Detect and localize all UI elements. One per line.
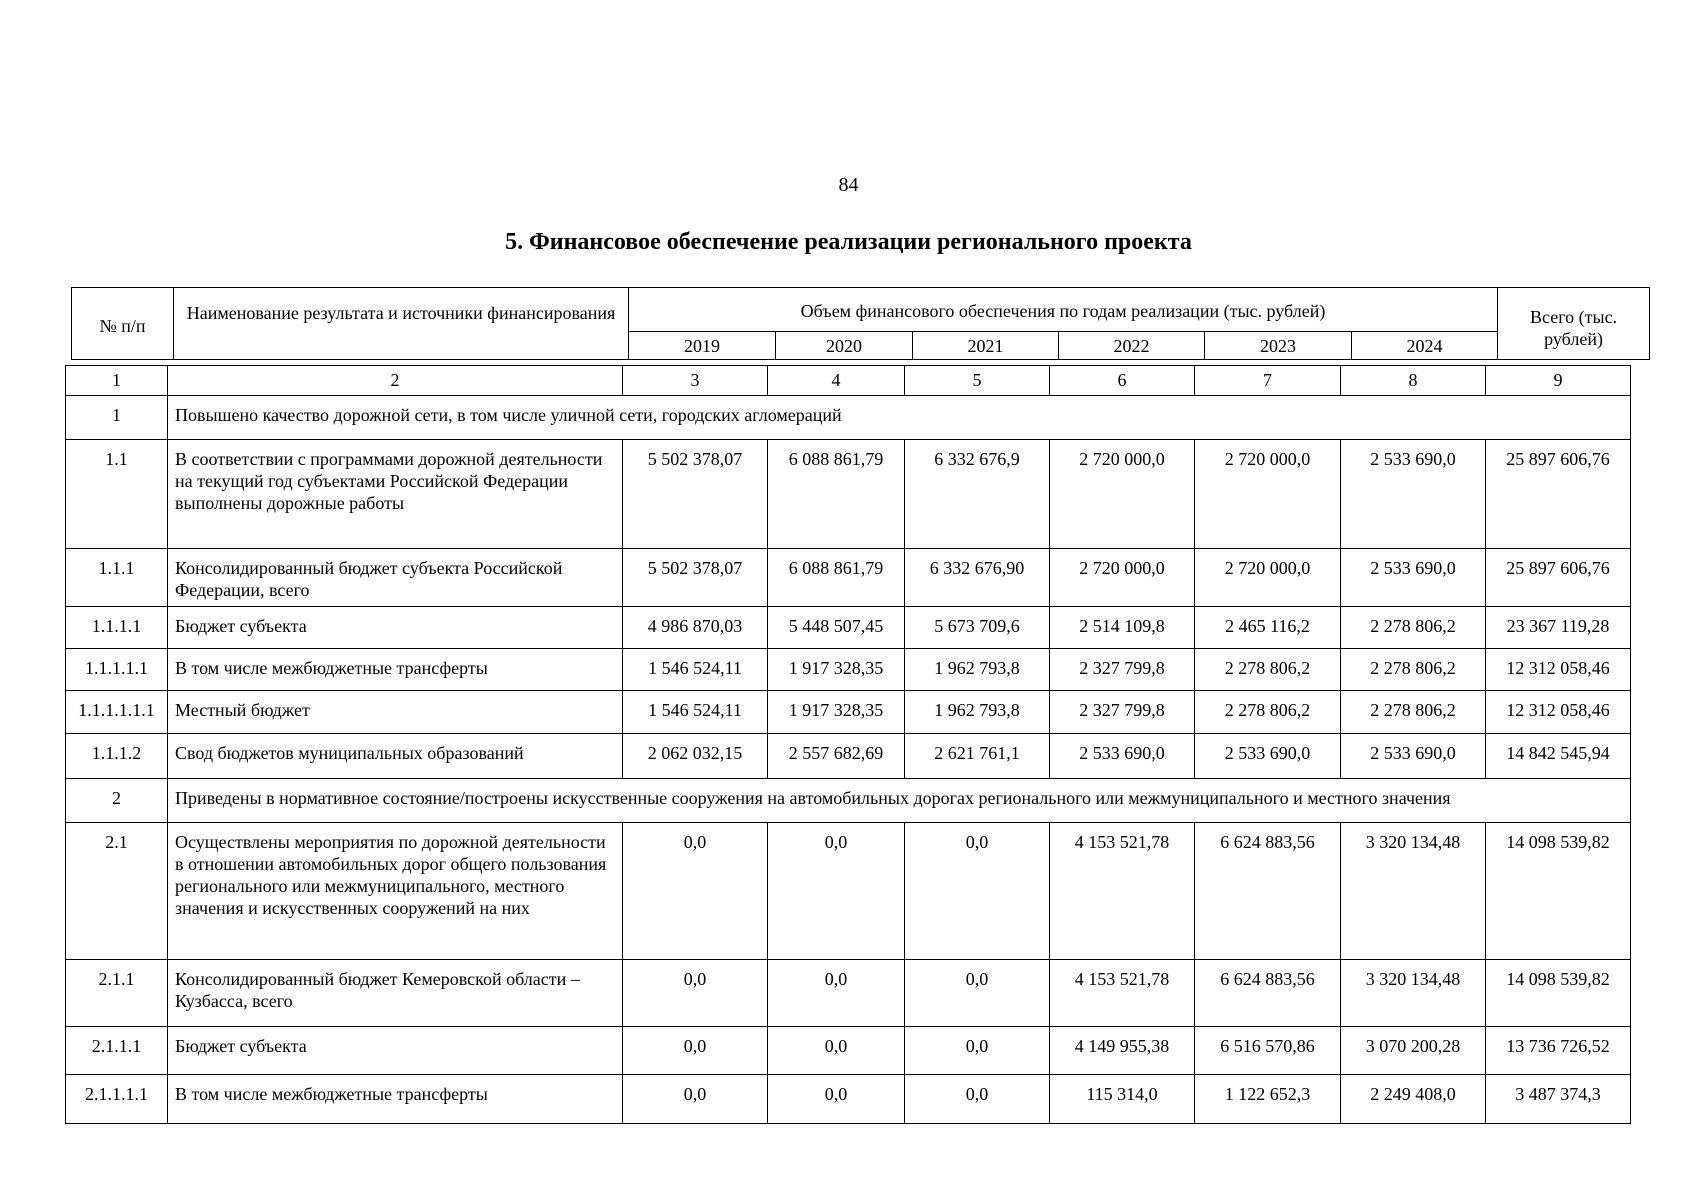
row-value: 0,0 — [768, 960, 905, 1027]
page-title: 5. Финансовое обеспечение реализации регионального проекта — [505, 229, 1192, 255]
row-value: 4 153 521,78 — [1050, 823, 1195, 960]
header-year: 2021 — [913, 332, 1059, 360]
row-value: 2 278 806,2 — [1195, 649, 1341, 691]
section-title: Приведены в нормативное состояние/построены искусственные сооружения на автомобильных дорогах регионального или межмуниципального и местного значения — [168, 779, 1631, 823]
table-row — [66, 823, 1631, 960]
row-number: 1.1 — [66, 440, 168, 549]
column-index: 3 — [623, 366, 768, 396]
row-name: Бюджет субъекта — [168, 1027, 623, 1075]
row-total: 14 098 539,82 — [1486, 823, 1631, 960]
row-value: 2 062 032,15 — [623, 734, 768, 779]
row-value: 0,0 — [768, 1027, 905, 1075]
row-value: 5 673 709,6 — [905, 607, 1050, 649]
row-value: 2 278 806,2 — [1341, 691, 1486, 734]
row-name: Бюджет субъекта — [168, 607, 623, 649]
row-value: 2 557 682,69 — [768, 734, 905, 779]
row-value: 6 088 861,79 — [768, 549, 905, 607]
table-header — [71, 287, 1650, 360]
row-number: 1.1.1.1.1 — [66, 649, 168, 691]
page-number: 84 — [838, 174, 859, 196]
row-value: 5 502 378,07 — [623, 549, 768, 607]
row-number: 1.1.1 — [66, 549, 168, 607]
row-name: Консолидированный бюджет Кемеровской области – Кузбасса, всего — [168, 960, 623, 1027]
row-name: Консолидированный бюджет субъекта Российской Федерации, всего — [168, 549, 623, 607]
row-value: 3 320 134,48 — [1341, 823, 1486, 960]
column-index: 6 — [1050, 366, 1195, 396]
header-number: № п/п — [72, 288, 174, 360]
table-row — [66, 734, 1631, 779]
row-value: 2 533 690,0 — [1341, 734, 1486, 779]
header-volume: Объем финансового обеспечения по годам реализации (тыс. рублей) — [629, 288, 1498, 332]
row-value: 1 546 524,11 — [623, 691, 768, 734]
row-value: 2 533 690,0 — [1050, 734, 1195, 779]
row-value: 1 122 652,3 — [1195, 1075, 1341, 1124]
row-value: 2 278 806,2 — [1341, 607, 1486, 649]
row-value: 5 448 507,45 — [768, 607, 905, 649]
row-total: 25 897 606,76 — [1486, 549, 1631, 607]
row-number: 1.1.1.2 — [66, 734, 168, 779]
row-value: 6 624 883,56 — [1195, 960, 1341, 1027]
header-year: 2020 — [776, 332, 913, 360]
row-value: 2 533 690,0 — [1341, 549, 1486, 607]
row-value: 6 516 570,86 — [1195, 1027, 1341, 1075]
row-value: 0,0 — [623, 1027, 768, 1075]
row-number: 2.1 — [66, 823, 168, 960]
row-name: В соответствии с программами дорожной деятельности на текущий год субъектами Российской Федерации выполнены дорожные работы — [168, 440, 623, 549]
row-total: 13 736 726,52 — [1486, 1027, 1631, 1075]
table-row — [66, 960, 1631, 1027]
row-number: 1.1.1.1 — [66, 607, 168, 649]
row-value: 1 917 328,35 — [768, 649, 905, 691]
row-total: 14 098 539,82 — [1486, 960, 1631, 1027]
table-row — [66, 1027, 1631, 1075]
column-index: 1 — [66, 366, 168, 396]
row-value: 2 278 806,2 — [1341, 649, 1486, 691]
header-year: 2022 — [1059, 332, 1205, 360]
row-value: 2 720 000,0 — [1050, 549, 1195, 607]
row-value: 3 070 200,28 — [1341, 1027, 1486, 1075]
header-year: 2024 — [1352, 332, 1498, 360]
row-value: 6 624 883,56 — [1195, 823, 1341, 960]
row-value: 0,0 — [623, 823, 768, 960]
row-value: 0,0 — [905, 1027, 1050, 1075]
row-value: 6 332 676,90 — [905, 549, 1050, 607]
row-total: 25 897 606,76 — [1486, 440, 1631, 549]
column-index: 9 — [1486, 366, 1631, 396]
row-total: 23 367 119,28 — [1486, 607, 1631, 649]
row-value: 6 332 676,9 — [905, 440, 1050, 549]
row-value: 2 249 408,0 — [1341, 1075, 1486, 1124]
row-value: 115 314,0 — [1050, 1075, 1195, 1124]
row-value: 0,0 — [905, 823, 1050, 960]
table-row — [66, 549, 1631, 607]
row-value: 0,0 — [768, 823, 905, 960]
column-index: 2 — [168, 366, 623, 396]
row-value: 1 917 328,35 — [768, 691, 905, 734]
finance-table — [65, 365, 1631, 1124]
row-value: 2 720 000,0 — [1195, 440, 1341, 549]
row-total: 12 312 058,46 — [1486, 691, 1631, 734]
row-value: 2 327 799,8 — [1050, 691, 1195, 734]
table-row — [66, 691, 1631, 734]
row-value: 1 962 793,8 — [905, 649, 1050, 691]
row-value: 1 546 524,11 — [623, 649, 768, 691]
table-row — [66, 607, 1631, 649]
row-value: 2 514 109,8 — [1050, 607, 1195, 649]
row-value: 2 621 761,1 — [905, 734, 1050, 779]
row-value: 2 720 000,0 — [1195, 549, 1341, 607]
row-number: 2.1.1.1 — [66, 1027, 168, 1075]
row-value: 2 720 000,0 — [1050, 440, 1195, 549]
row-name: Осуществлены мероприятия по дорожной деятельности в отношении автомобильных дорог общего пользования регионального или межмуниципального, местного значения и искусственных сооружений на них — [168, 823, 623, 960]
section-title: Повышено качество дорожной сети, в том числе уличной сети, городских агломераций — [168, 396, 1631, 440]
row-number: 2.1.1 — [66, 960, 168, 1027]
header-total: Всего (тыс. рублей) — [1498, 288, 1650, 360]
row-name: Местный бюджет — [168, 691, 623, 734]
header-name: Наименование результата и источники финансирования — [174, 288, 629, 360]
row-value: 2 533 690,0 — [1341, 440, 1486, 549]
table-row — [66, 440, 1631, 549]
column-index: 5 — [905, 366, 1050, 396]
row-value: 2 278 806,2 — [1195, 691, 1341, 734]
row-number: 1.1.1.1.1.1 — [66, 691, 168, 734]
section-row — [66, 396, 1631, 440]
row-value: 6 088 861,79 — [768, 440, 905, 549]
row-value: 3 320 134,48 — [1341, 960, 1486, 1027]
row-total: 12 312 058,46 — [1486, 649, 1631, 691]
row-value: 2 465 116,2 — [1195, 607, 1341, 649]
column-index: 7 — [1195, 366, 1341, 396]
row-value: 0,0 — [623, 1075, 768, 1124]
header-year: 2023 — [1205, 332, 1352, 360]
row-value: 2 533 690,0 — [1195, 734, 1341, 779]
column-index-row — [66, 366, 1631, 396]
row-value: 1 962 793,8 — [905, 691, 1050, 734]
row-name: В том числе межбюджетные трансферты — [168, 1075, 623, 1124]
section-row — [66, 779, 1631, 823]
row-value: 5 502 378,07 — [623, 440, 768, 549]
table-row — [66, 1075, 1631, 1124]
row-value: 4 986 870,03 — [623, 607, 768, 649]
column-index: 8 — [1341, 366, 1486, 396]
row-number: 2 — [66, 779, 168, 823]
table-row — [66, 649, 1631, 691]
row-value: 0,0 — [905, 1075, 1050, 1124]
row-value: 0,0 — [768, 1075, 905, 1124]
row-total: 3 487 374,3 — [1486, 1075, 1631, 1124]
row-name: Свод бюджетов муниципальных образований — [168, 734, 623, 779]
row-value: 0,0 — [623, 960, 768, 1027]
row-value: 4 149 955,38 — [1050, 1027, 1195, 1075]
table-body — [66, 366, 1631, 1124]
row-value: 4 153 521,78 — [1050, 960, 1195, 1027]
row-name: В том числе межбюджетные трансферты — [168, 649, 623, 691]
row-number: 1 — [66, 396, 168, 440]
column-index: 4 — [768, 366, 905, 396]
row-number: 2.1.1.1.1 — [66, 1075, 168, 1124]
header-year: 2019 — [629, 332, 776, 360]
row-total: 14 842 545,94 — [1486, 734, 1631, 779]
row-value: 0,0 — [905, 960, 1050, 1027]
row-value: 2 327 799,8 — [1050, 649, 1195, 691]
